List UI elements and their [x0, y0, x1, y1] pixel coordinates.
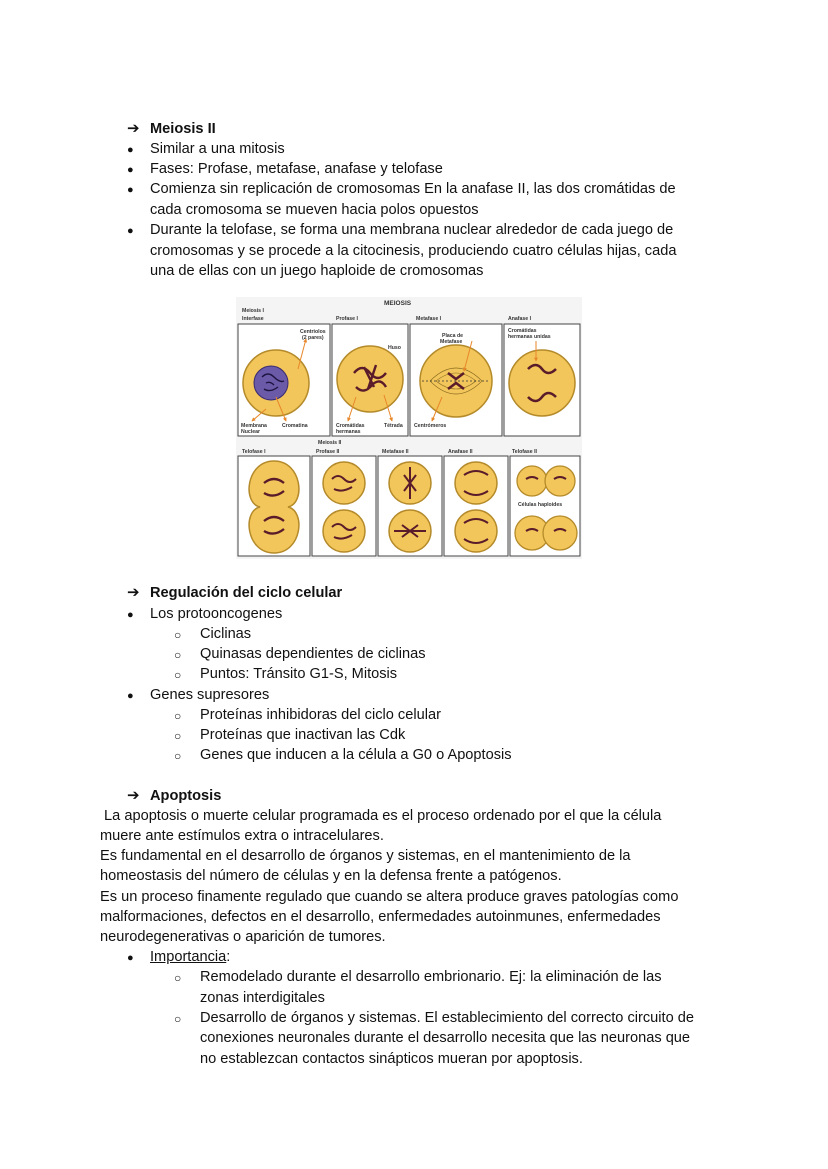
bullet-icon: ● [127, 225, 134, 237]
paragraph-line: homeostasis del número de células y en la defensa frente a patógenos. [100, 868, 562, 884]
list-item-continuation: cromosomas y se procede a la citocinesis, produciendo cuatro células hijas, cada [150, 243, 677, 259]
paragraph-line: Es un proceso finamente regulado que cuando se altera produce graves patologías como [100, 889, 679, 905]
bullet-icon: ● [127, 164, 134, 176]
diagram-label: Huso [388, 345, 401, 351]
section-heading-regulacion: Regulación del ciclo celular [150, 585, 343, 601]
importancia-label: Importancia [150, 949, 227, 965]
phase-label: Metafase II [382, 449, 409, 455]
meiosis-diagram [236, 297, 582, 559]
cell [545, 466, 575, 496]
list-item: Comienza sin replicación de cromosomas En la anafase II, las dos cromátidas de [150, 181, 676, 197]
arrow-icon: ➔ [127, 787, 140, 804]
cell [455, 462, 497, 504]
bullet-icon: ● [127, 609, 134, 621]
circle-bullet-icon: ○ [174, 971, 182, 985]
bullet-icon: ● [127, 690, 134, 702]
paragraph-line: malformaciones, defectos en el desarrollo, enfermedades autoinmunes, enfermedades [100, 909, 661, 925]
list-item: Similar a una mitosis [150, 141, 285, 157]
diagram-label: Cromatina [282, 423, 308, 429]
paragraph-line: Es fundamental en el desarrollo de órganos y sistemas, en el mantenimiento de la [100, 848, 631, 864]
diagram-label: Cromátidas [336, 423, 365, 429]
diagram-label: Tétrada [384, 423, 403, 429]
phase-label: Anafase I [508, 316, 532, 322]
bullet-icon: ● [127, 952, 134, 964]
diagram-label: Nuclear [241, 429, 261, 435]
cell [323, 462, 365, 504]
circle-bullet-icon: ○ [174, 628, 182, 642]
sub-list-item: Genes que inducen a la célula a G0 o Apoptosis [200, 747, 512, 763]
circle-bullet-icon: ○ [174, 709, 182, 723]
sub-list-item-continuation: conexiones neuronales durante el desarrollo necesita que las neuronas que [200, 1030, 691, 1046]
circle-bullet-icon: ○ [174, 749, 182, 763]
diagram-label: (2 pares) [302, 335, 324, 341]
bullet-icon: ● [127, 184, 134, 196]
phase-label: Telofase I [242, 449, 266, 455]
diagram-label: Centriolos [300, 329, 326, 335]
diagram-label: hermanas unidas [508, 334, 551, 340]
circle-bullet-icon: ○ [174, 648, 182, 662]
sub-list-item: Proteínas que inactivan las Cdk [200, 727, 406, 743]
sub-list-item-continuation: zonas interdigitales [200, 990, 325, 1006]
diagram-label: hermanas [336, 429, 361, 435]
phase-label: Interfase [242, 316, 264, 322]
paragraph-line: muere ante estímulos extra o intracelulares. [100, 828, 384, 844]
sub-list-item: Ciclinas [200, 626, 252, 642]
circle-bullet-icon: ○ [174, 729, 182, 743]
sub-list-item-continuation: no establezcan contactos sinápticos mueran por apoptosis. [200, 1051, 583, 1067]
list-item: Los protooncogenes [150, 606, 283, 622]
arrow-icon: ➔ [127, 120, 140, 137]
diagram-label: Placa de [442, 333, 464, 339]
cell [323, 510, 365, 552]
bullet-icon: ● [127, 144, 134, 156]
meiosis2-label: Meiosis II [318, 440, 342, 446]
circle-bullet-icon: ○ [174, 1012, 182, 1026]
diagram-label: Membrana [241, 423, 267, 429]
phase-label: Metafase I [416, 316, 442, 322]
circle-bullet-icon: ○ [174, 668, 182, 682]
phase-label: Profase II [316, 449, 340, 455]
sub-list-item: Proteínas inhibidoras del ciclo celular [200, 707, 441, 723]
list-item: Genes supresores [150, 687, 270, 703]
sub-list-item: Desarrollo de órganos y sistemas. El establecimiento del correcto circuito de [200, 1010, 694, 1026]
section-heading-meiosis2: Meiosis II [150, 121, 216, 137]
diagram-label: Centrómeros [414, 423, 447, 429]
meiosis1-label: Meiosis I [242, 308, 264, 314]
arrow-icon: ➔ [127, 584, 140, 601]
phase-label: Telofase II [512, 449, 537, 455]
importancia-colon: : [226, 949, 231, 965]
diagram-title: MEIOSIS [384, 300, 412, 307]
diagram-label: Cromátidas [508, 328, 537, 334]
paragraph-line: La apoptosis o muerte celular programada es el proceso ordenado por el que la célula [100, 808, 662, 824]
list-item: Durante la telofase, se forma una membrana nuclear alrededor de cada juego de [150, 222, 674, 238]
list-item-continuation: cada cromosoma se mueven hacia polos opuestos [150, 202, 479, 218]
sub-list-item: Quinasas dependientes de ciclinas [200, 646, 426, 662]
sub-list-item: Remodelado durante el desarrollo embrionario. Ej: la eliminación de las [200, 969, 662, 985]
paragraph-line: neurodegenerativas o aparición de tumores. [100, 929, 386, 945]
list-item: Fases: Profase, metafase, anafase y telofase [150, 161, 443, 177]
cell [543, 516, 577, 550]
phase-label: Anafase II [448, 449, 473, 455]
importancia-item [150, 947, 230, 967]
meiosis-diagram-svg [236, 297, 582, 559]
cell [517, 466, 547, 496]
cell [455, 510, 497, 552]
list-item-continuation: una de ellas con un juego haploide de cromosomas [150, 263, 484, 279]
diagram-label: Células haploides [518, 502, 563, 508]
cell [509, 350, 575, 416]
sub-list-item: Puntos: Tránsito G1-S, Mitosis [200, 666, 398, 682]
diagram-label: Metafase [440, 339, 463, 345]
phase-label: Profase I [336, 316, 358, 322]
section-heading-apoptosis: Apoptosis [150, 788, 222, 804]
